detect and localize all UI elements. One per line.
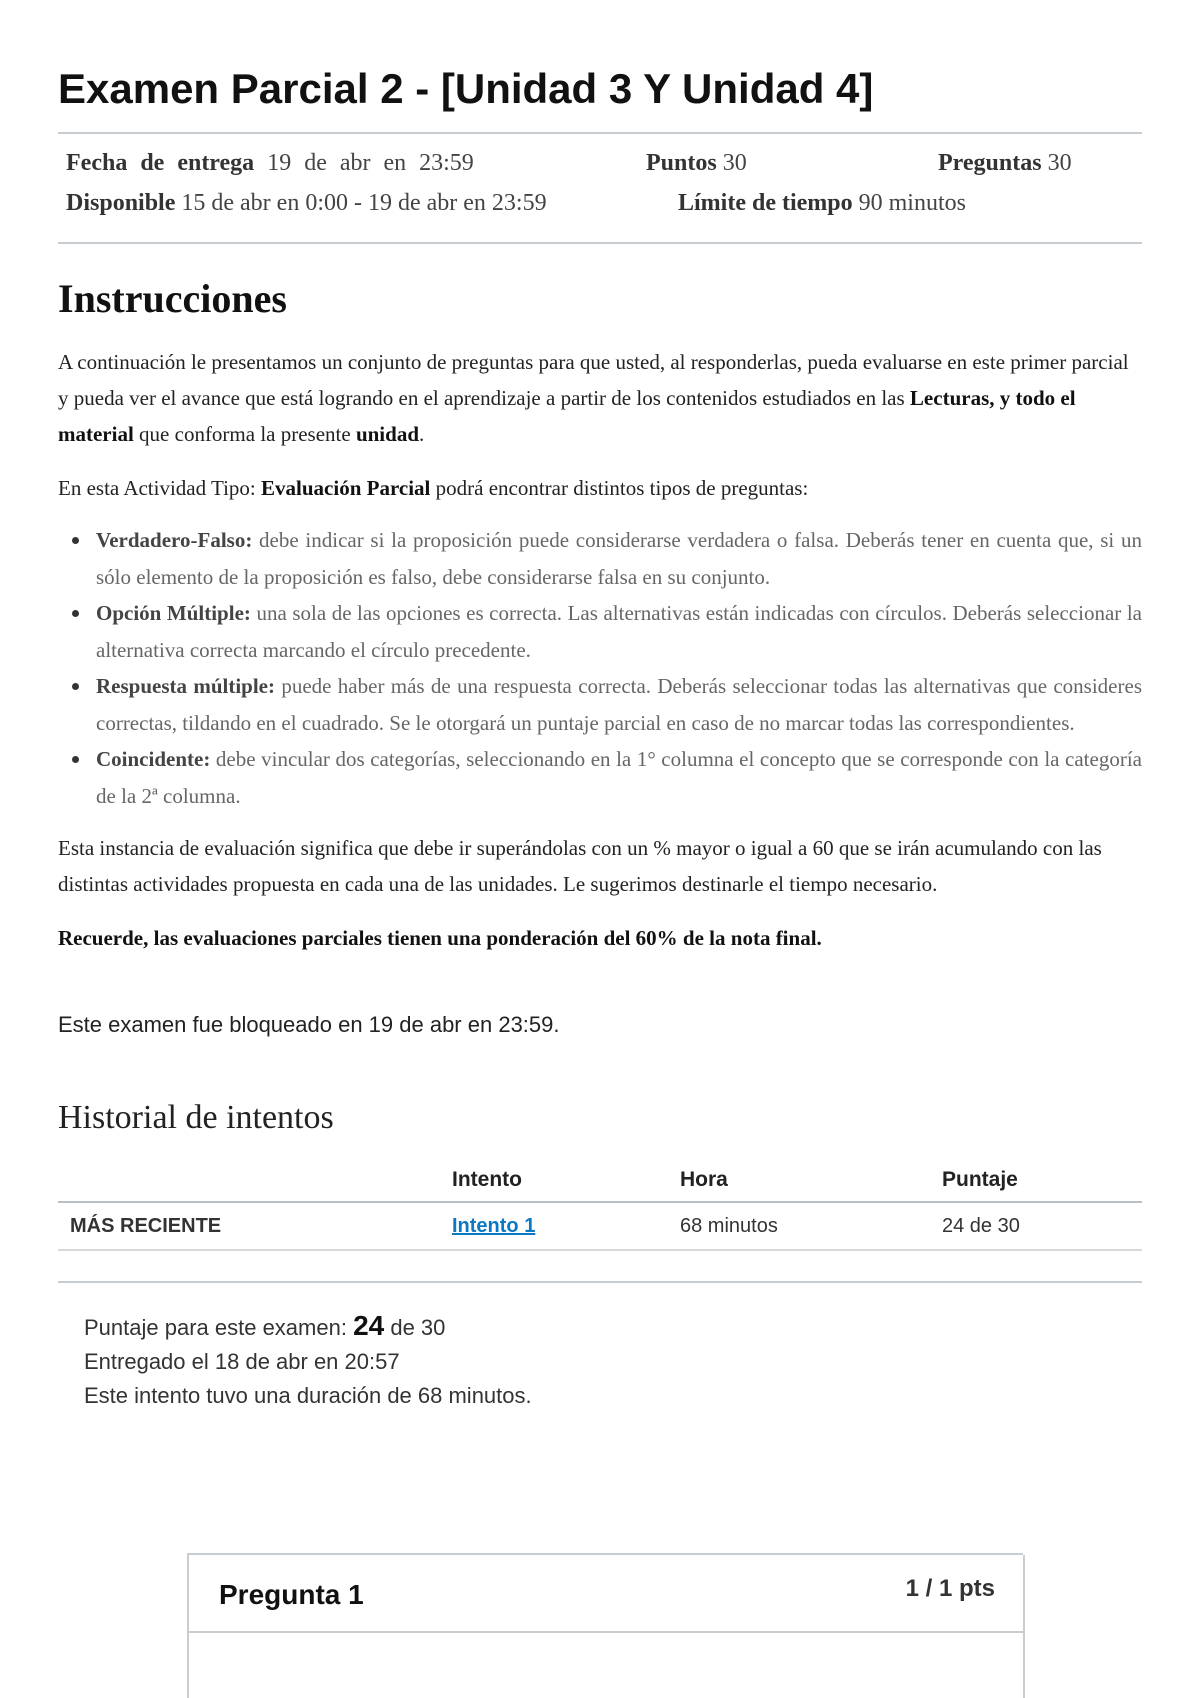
points-value: 30 bbox=[722, 150, 747, 176]
score-value: 24 bbox=[353, 1310, 385, 1341]
divider bbox=[58, 1281, 1142, 1283]
questions-label: Preguntas bbox=[938, 150, 1042, 176]
activity-bold: Evaluación Parcial bbox=[261, 476, 431, 500]
question-points: 1 / 1 pts bbox=[905, 1575, 995, 1602]
attempt-1-link[interactable]: Intento 1 bbox=[452, 1214, 536, 1237]
question-card bbox=[187, 1553, 1023, 1698]
intro-text: A continuación le presentamos un conjunto de preguntas para que usted, al responderlas, pueda evaluarse en este primer parcial y pueda ver el avance que está logrando en el aprendizaje a partir de los contenidos estudiados en las bbox=[58, 350, 1129, 410]
due-label: Fecha de entrega bbox=[66, 150, 255, 176]
question-header bbox=[187, 1555, 1025, 1633]
score-cell: 24 de 30 bbox=[942, 1202, 1142, 1250]
due-value: 19 de abr en 23:59 bbox=[267, 150, 474, 176]
weighting-reminder: Recuerde, las evaluaciones parciales tienen una ponderación del 60% de la nota final. bbox=[58, 926, 822, 950]
type-description: debe indicar si la proposición puede considerarse verdadera o falsa. Deberás tener en cuenta que, si un sólo elemento de la proposición es falso, debe considerarse falsa en su conjunto. bbox=[96, 528, 1142, 589]
type-description: una sola de las opciones es correcta. Las alternativas están indicadas con círculos. Deberás seleccionar la alternativa correcta marcando el círculo precedente. bbox=[96, 601, 1142, 662]
list-item bbox=[96, 741, 1142, 814]
question-title: Pregunta 1 bbox=[219, 1579, 364, 1610]
activity-text: En esta Actividad Tipo: bbox=[58, 476, 262, 500]
limit-label: Límite de tiempo bbox=[678, 190, 853, 216]
score-line bbox=[84, 1309, 1142, 1345]
available-value: 15 de abr en 0:00 - 19 de abr en 23:59 bbox=[181, 190, 547, 216]
score-prefix: Puntaje para este examen: bbox=[84, 1315, 354, 1340]
intro-bold-unit: unidad bbox=[355, 422, 420, 446]
limit-value: 90 minutos bbox=[858, 190, 966, 216]
attempt-summary bbox=[84, 1309, 1142, 1413]
available-label: Disponible bbox=[66, 190, 176, 216]
questions-count bbox=[938, 150, 1072, 177]
score-suffix: de 30 bbox=[384, 1315, 446, 1340]
locked-notice: Este examen fue bloqueado en 19 de abr en 23:59. bbox=[58, 1012, 560, 1037]
list-item bbox=[96, 522, 1142, 595]
exam-meta bbox=[58, 134, 1142, 242]
availability bbox=[66, 190, 547, 217]
page-title: Examen Parcial 2 - [Unidad 3 Y Unidad 4] bbox=[58, 65, 874, 112]
type-label: Respuesta múltiple: bbox=[96, 674, 275, 698]
instructions-intro bbox=[58, 344, 1142, 452]
type-description: puede haber más de una respuesta correcta. Deberás seleccionar todas las alternativas que consideres correctas, tildando en el cuadrado. Se le otorgará un puntaje parcial en caso de no marcar todas las correspondientes. bbox=[96, 674, 1142, 735]
submitted-date: Entregado el 18 de abr en 20:57 bbox=[84, 1349, 400, 1374]
instructions-heading: Instrucciones bbox=[58, 276, 287, 321]
divider bbox=[58, 242, 1142, 244]
activity-text: podrá encontrar distintos tipos de preguntas: bbox=[430, 476, 809, 500]
table-row bbox=[58, 1202, 1142, 1250]
type-label: Coincidente: bbox=[96, 747, 211, 771]
column-header-score: Puntaje bbox=[942, 1158, 1142, 1202]
question-types-list bbox=[58, 522, 1142, 814]
points bbox=[646, 150, 747, 177]
list-item bbox=[96, 668, 1142, 741]
attempt-history-heading: Historial de intentos bbox=[58, 1099, 334, 1136]
type-description: debe vincular dos categorías, seleccionando en la 1° columna el concepto que se corresponde con la categoría de la 2ª columna. bbox=[96, 747, 1142, 808]
attempt-cell bbox=[452, 1202, 680, 1250]
type-label: Opción Múltiple: bbox=[96, 601, 251, 625]
attempt-duration: Este intento tuvo una duración de 68 minutos. bbox=[84, 1383, 532, 1408]
time-cell: 68 minutos bbox=[680, 1202, 942, 1250]
evaluation-note: Esta instancia de evaluación significa que debe ir superándolas con un % mayor o igual a 60 que se irán acumulando con las distintas actividades propuesta en cada una de las unidades. Le sugerimos destinarle el tiempo necesario. bbox=[58, 836, 1102, 896]
activity-type-text bbox=[58, 470, 1142, 506]
points-label: Puntos bbox=[646, 150, 717, 176]
column-header-time: Hora bbox=[680, 1158, 942, 1202]
column-header-attempt: Intento bbox=[452, 1158, 680, 1202]
question-body bbox=[187, 1633, 1025, 1698]
intro-bold-materials: Lecturas, y todo el material bbox=[58, 386, 1076, 446]
most-recent-label: MÁS RECIENTE bbox=[58, 1202, 452, 1250]
type-label: Verdadero-Falso: bbox=[96, 528, 253, 552]
time-limit bbox=[678, 190, 966, 217]
intro-text: que conforma la presente bbox=[133, 422, 356, 446]
list-item bbox=[96, 595, 1142, 668]
due-date bbox=[66, 150, 474, 177]
attempt-history-table bbox=[58, 1158, 1142, 1251]
questions-value: 30 bbox=[1047, 150, 1072, 176]
intro-text: . bbox=[419, 422, 425, 446]
column-header-blank bbox=[58, 1158, 452, 1202]
table-header-row bbox=[58, 1158, 1142, 1202]
